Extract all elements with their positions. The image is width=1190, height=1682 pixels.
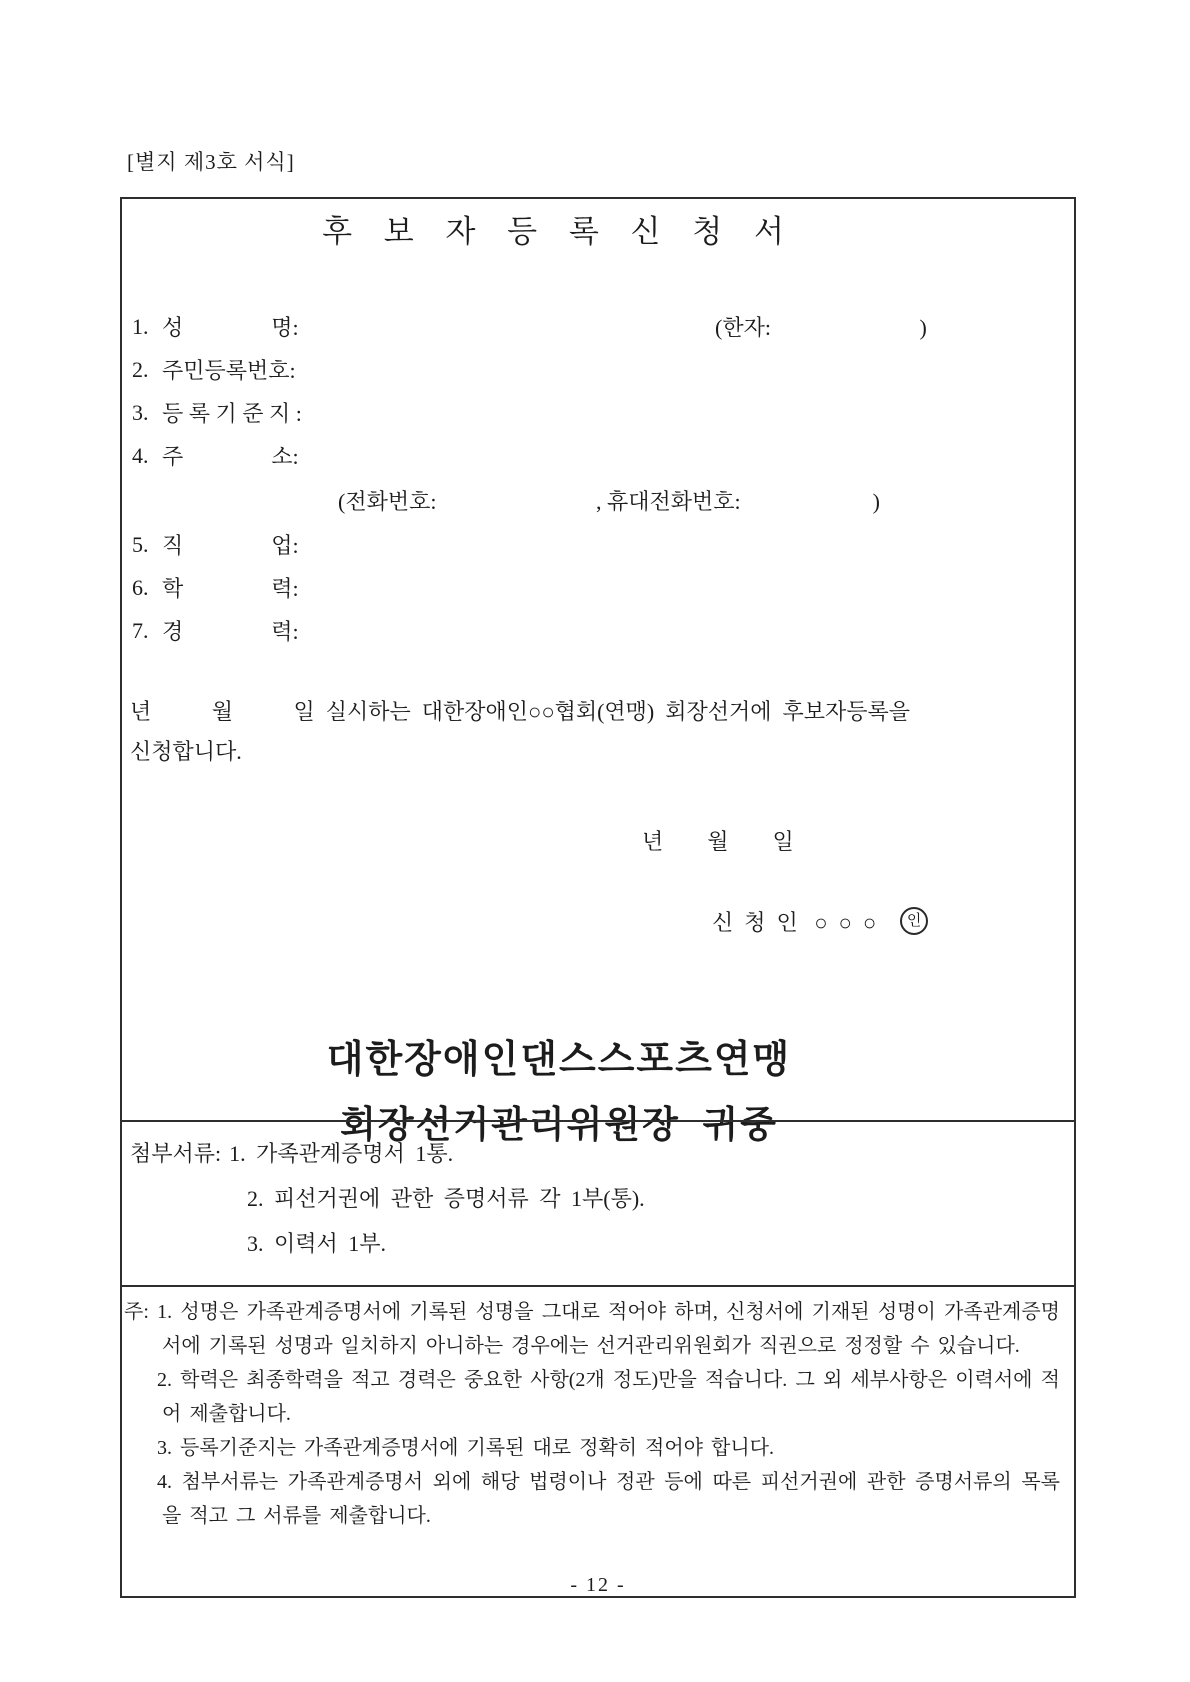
- field-number: 5.: [132, 531, 149, 557]
- attachments-section: [122, 1120, 1074, 1285]
- statement-line-2: 신청합니다.: [130, 739, 242, 764]
- attachment-item: 1. 가족관계증명서 1통.: [229, 1141, 454, 1166]
- note-item: 4. 첨부서류는 가족관계증명서 외에 해당 법령이나 정관 등에 따른 피선거권에 관한 증명서류의 목록을 적고 그 서류를 제출합니다.: [157, 1471, 1060, 1527]
- applicant-line: [130, 904, 1074, 938]
- form-box: [120, 197, 1076, 1598]
- field-row-resident-number: [130, 348, 1074, 391]
- statement-line-1: 년 월 일 실시하는 대한장애인○○협회(연맹) 회장선거에 후보자등록을: [130, 699, 911, 724]
- note-item: 주: 1. 성명은 가족관계증명서에 기록된 성명을 그대로 적어야 하며, 신청서에 기재된 성명이 가족관계증명서에 기록된 성명과 일치하지 아니하는 경우에는 선거관리위원회가 직권으로 정정할 수 있습니다.: [124, 1301, 1060, 1357]
- field-label: 직 업:: [162, 533, 299, 558]
- applicant-label: 신 청 인 ○ ○ ○: [712, 909, 877, 935]
- field-label: 성 명:: [162, 315, 299, 340]
- note-item: 2. 학력은 최종학력을 적고 경력은 중요한 사항(2개 정도)만을 적습니다. 그 외 세부사항은 이력서에 적어 제출합니다.: [157, 1369, 1060, 1425]
- phone-blank-line: (전화번호: , 휴대전화번호: ): [338, 488, 880, 514]
- field-label: 등 록 기 준 지 :: [162, 401, 302, 426]
- field-label: 경 력:: [162, 619, 299, 644]
- date-blank-line: 년 월 일: [642, 829, 794, 854]
- field-number: 3.: [132, 399, 149, 425]
- field-number: 1.: [132, 313, 149, 339]
- field-label: 학 력:: [162, 576, 299, 601]
- field-number: 4.: [132, 442, 149, 468]
- hanja-blank: (한자: ): [715, 315, 927, 340]
- field-row-name: [130, 305, 1074, 348]
- attachments-row: [130, 1130, 1074, 1175]
- attachments-label: 첨부서류:: [130, 1141, 222, 1166]
- field-label: 주 소:: [162, 444, 299, 469]
- field-number: 2.: [132, 356, 149, 382]
- attachment-item: 2. 피선거권에 관한 증명서류 각 1부(통).: [247, 1186, 645, 1211]
- form-title: 후 보 자 등 록 신 청 서: [322, 214, 796, 249]
- field-label: 주민등록번호:: [162, 358, 296, 383]
- recipient-line: 회장선거관리위원장 귀중: [340, 1105, 778, 1146]
- field-row-address: [130, 434, 1074, 477]
- page-number: - 12 -: [570, 1574, 626, 1596]
- field-row-education: [130, 566, 1074, 609]
- field-number: 7.: [132, 617, 149, 643]
- application-section: [122, 199, 1074, 1146]
- fields-list: [130, 305, 1074, 652]
- application-statement: [130, 692, 1074, 772]
- seal-icon: 인: [900, 907, 928, 935]
- field-row-career: [130, 609, 1074, 652]
- attachment-item: 3. 이력서 1부.: [247, 1231, 387, 1256]
- form-sheet-label: [별지 제3호 서식]: [127, 150, 295, 174]
- field-row-registration-base: [130, 391, 1074, 434]
- field-number: 6.: [132, 574, 149, 600]
- notes-section: [122, 1285, 1074, 1596]
- organization-name: 대한장애인댄스스포츠연맹: [326, 1039, 792, 1081]
- field-row-occupation: [130, 523, 1074, 566]
- note-item: 3. 등록기준지는 가족관계증명서에 기록된 대로 정확히 적어야 합니다.: [157, 1437, 774, 1459]
